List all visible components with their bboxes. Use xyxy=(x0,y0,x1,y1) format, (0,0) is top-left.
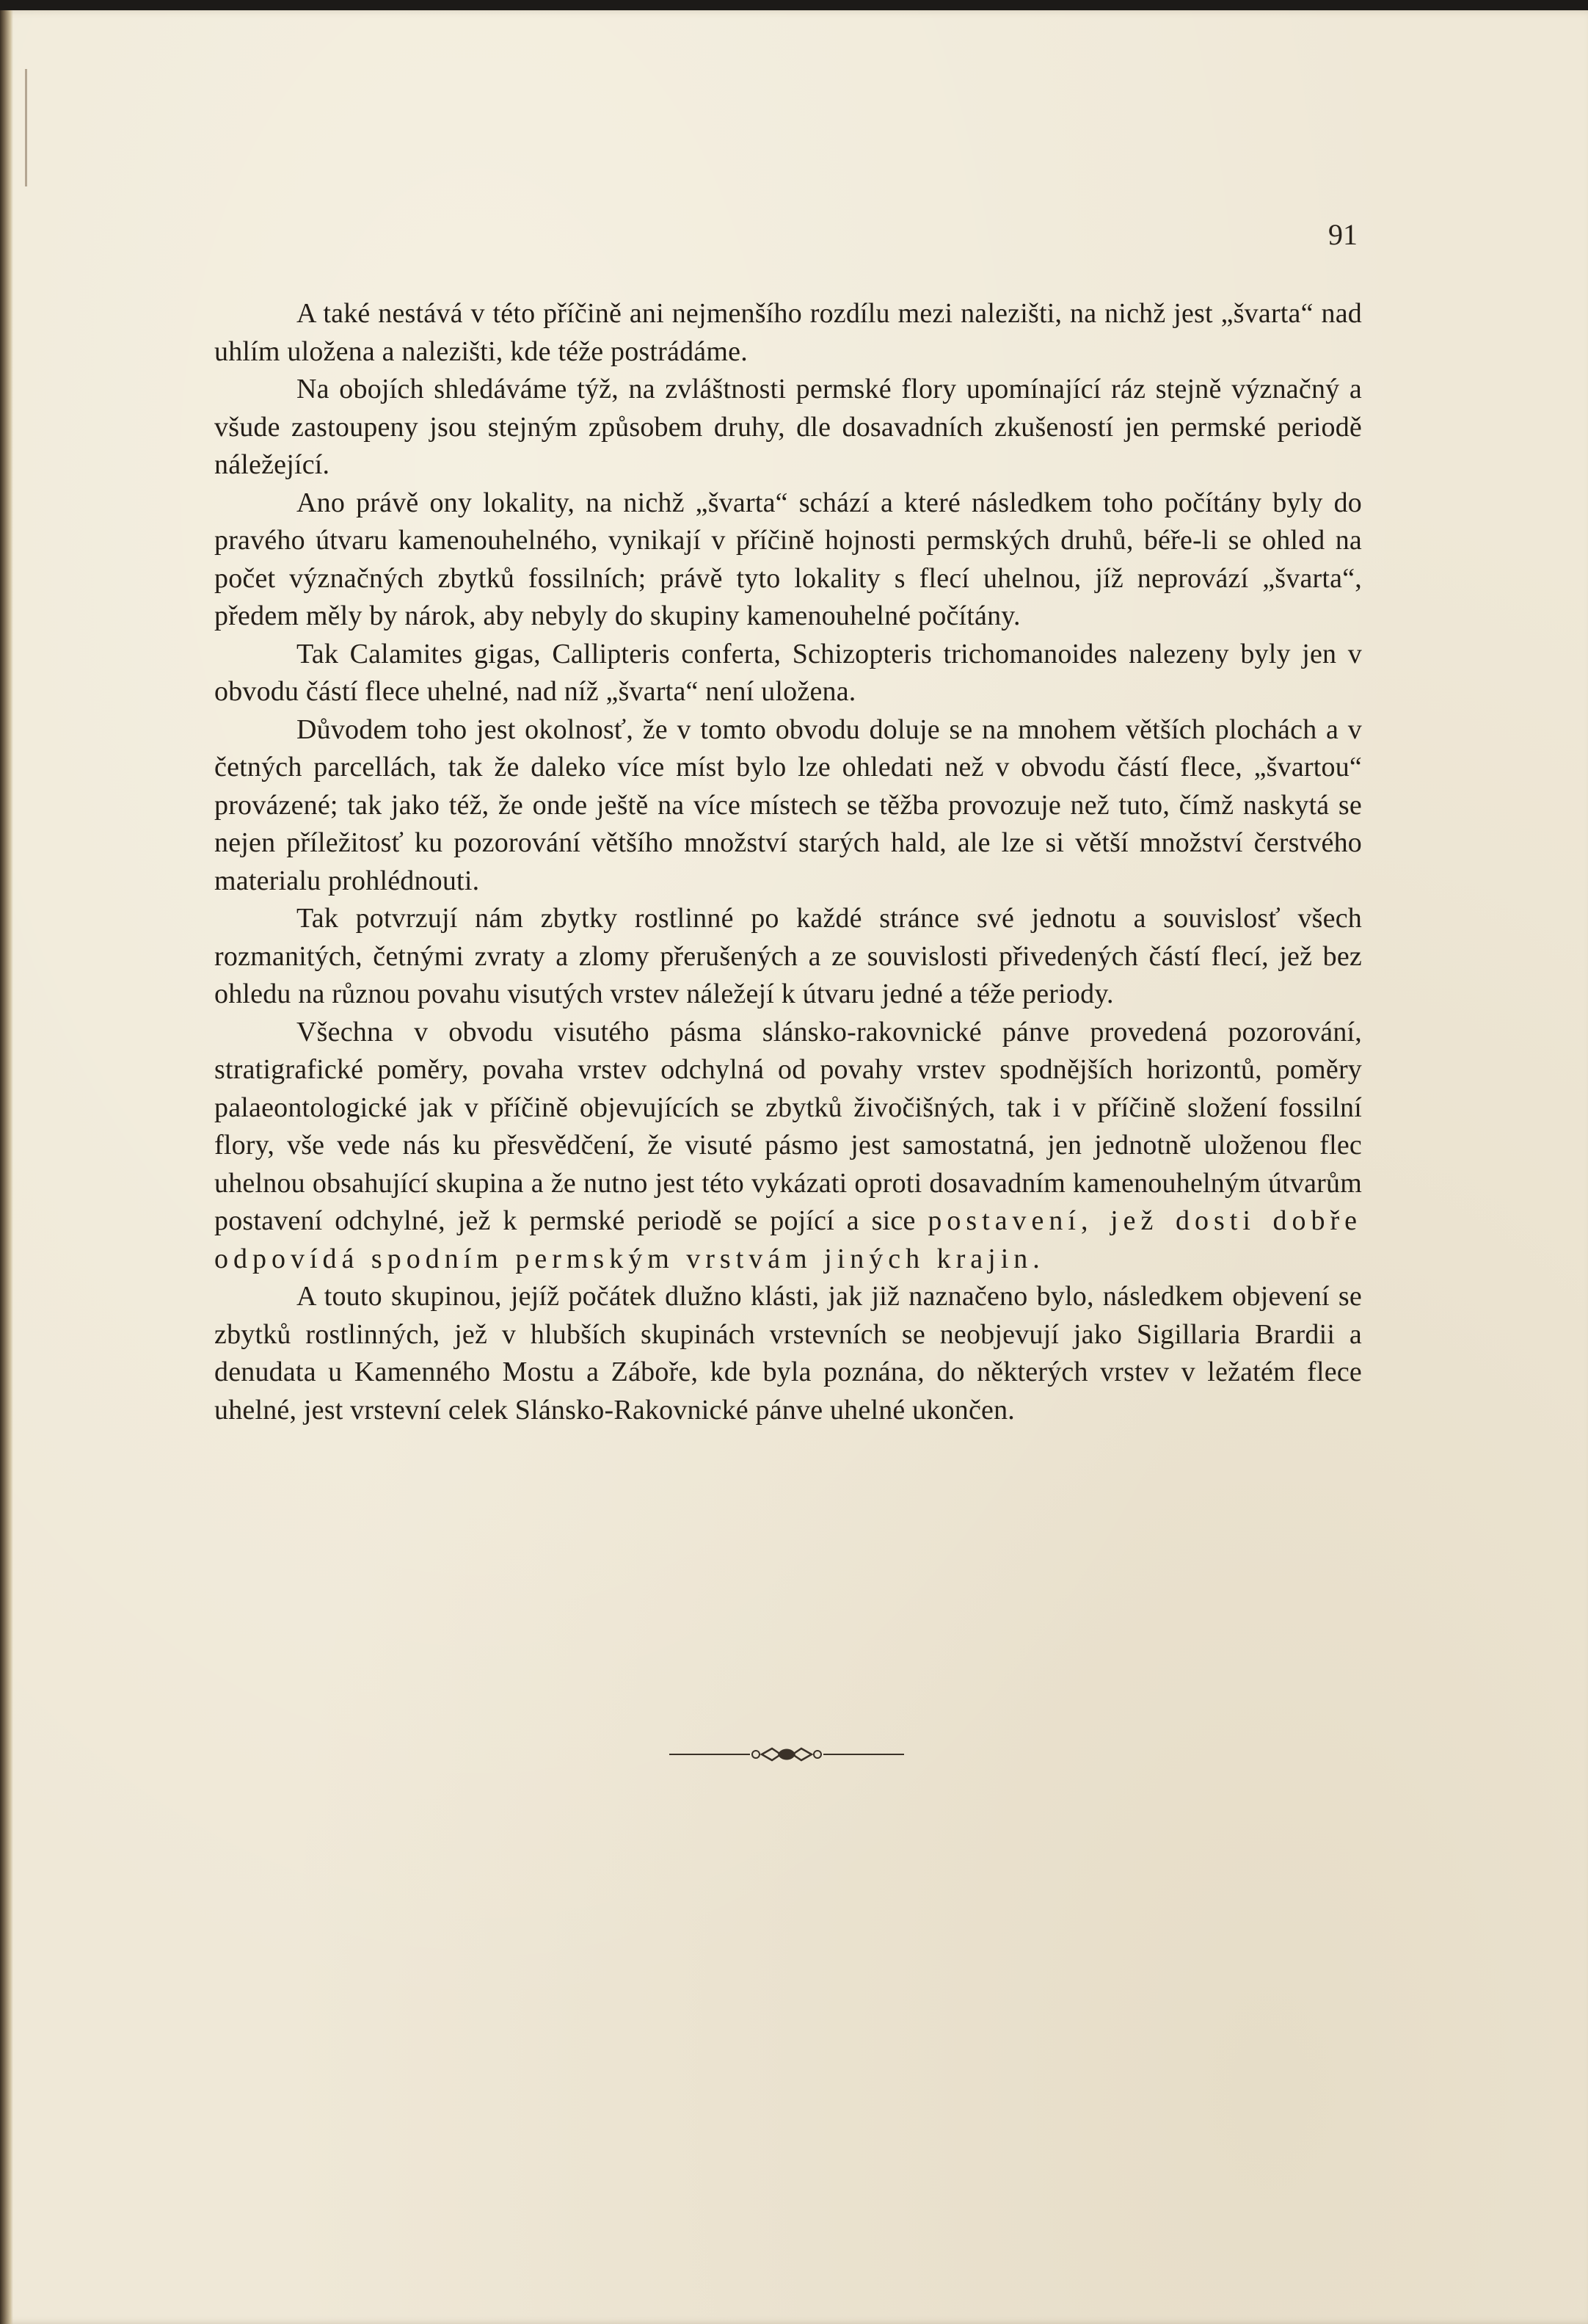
paragraph-7 xyxy=(214,1014,1362,1279)
page-number: 91 xyxy=(1328,218,1358,251)
section-end-ornament-icon xyxy=(669,1740,904,1769)
body-text xyxy=(214,295,1362,1429)
paragraph-6: Tak potvrzují nám zbytky rostlinné po každé stránce své jednotu a souvislosť všech rozmanitých, četnými zvraty a zlomy přerušených a ze souvislosti přivedených částí flecí, jež bez ohledu na různou povahu visutých vrstev náležejí k útvaru jedné a téže periody. xyxy=(214,903,1362,1009)
binding-mark xyxy=(25,69,27,186)
book-page xyxy=(0,10,1588,2324)
paragraph-7-spaced-text: postavení, jež dosti dobře odpovídá spodním permským vrstvám jiných krajin. xyxy=(214,1205,1362,1274)
paragraph-2: Na obojích shledáváme týž, na zvláštnosti permské flory upomínající ráz stejně význačný a všude zastoupeny jsou stejným způsobem druhy, dle dosavadních zkušeností jen permské periodě náležející. xyxy=(214,374,1362,480)
paragraph-1: A také nestává v této příčině ani nejmenšího rozdílu mezi nalezišti, na nichž jest „švarta“ nad uhlím uložena a nalezišti, kde téže postrádáme. xyxy=(214,298,1362,367)
paragraph-8: A touto skupinou, jejíž počátek dlužno klásti, jak již naznačeno bylo, následkem objevení se zbytků rostlinných, jež v hlubších skupinách vrstevních se neobjevují jako Sigillaria Brardii a denudata u Kamenného Mostu a Záboře, kde byla poznána, do některých vrstev v ležatém flece uhelné, jest vrstevní celek Slánsko-Rakovnické pánve uhelné ukončen. xyxy=(214,1281,1362,1426)
paragraph-4: Tak Calamites gigas, Callipteris conferta, Schizopteris trichomanoides nalezeny byly jen v obvodu částí flece uhelné, nad níž „švarta“ není uložena. xyxy=(214,638,1362,707)
paragraph-3: Ano právě ony lokality, na nichž „švarta“ schází a které následkem toho počítány byly do pravého útvaru kamenouhelného, vynikají v příčině hojnosti permských druhů, béře-li se ohled na počet význačných zbytků fossilních; právě tyto lokality s flecí uhelnou, jíž neprovází „švarta“, předem měly by nárok, aby nebyly do skupiny kamenouhelné počítány. xyxy=(214,487,1362,631)
binding-edge xyxy=(0,10,13,2324)
paragraph-5: Důvodem toho jest okolnosť, že v tomto obvodu doluje se na mnohem větších plochách a v četných parcellách, tak že daleko více míst bylo lze ohledati než v obvodu částí flece, „švartou“ provázené; tak jako též, že onde ještě na více místech se těžba provozuje než tuto, čímž naskytá se nejen příležitosť ku pozorování většího množství starých hald, ale lze si větší množství čerstvého materialu prohlédnouti. xyxy=(214,713,1362,896)
paragraph-7-text: Všechna v obvodu visutého pásma slánsko-rakovnické pánve provedená pozorování, stratigrafické poměry, povaha vrstev odchylná od povahy vrstev spodnějších horizontů, poměry palaeontologické jak v příčině objevujících se zbytků živočišných, tak i v příčině složení fossilní flory, vše vede nás ku přesvědčení, že visuté pásmo jest samostatná, jen jednotně uloženou flec uhelnou obsahující skupina a že nutno jest této vykázati oproti dosavadním kamenouhelným útvarům postavení odchylné, jež k permské periodě se pojící a sice xyxy=(214,1016,1362,1236)
